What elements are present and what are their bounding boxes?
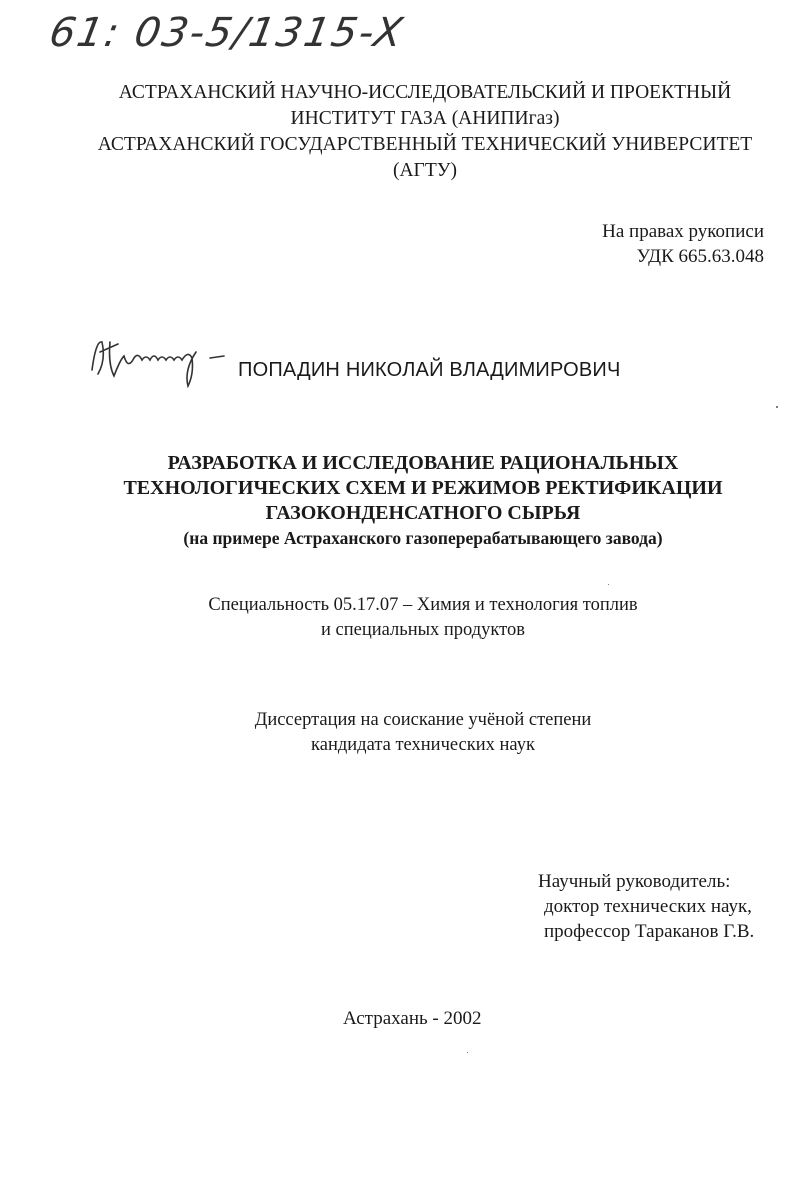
specialty-line: Специальность 05.17.07 – Химия и технология топлив [208, 595, 638, 615]
institutions-block [60, 80, 790, 184]
city-year: Астрахань - 2002 [343, 1008, 482, 1029]
scan-speck [608, 584, 609, 585]
author-name: ПОПАДИН НИКОЛАЙ ВЛАДИМИРОВИЧ [238, 359, 621, 381]
advisor-heading: Научный руководитель: [538, 871, 731, 892]
specialty-line: и специальных продуктов [321, 620, 525, 640]
specialty-block [140, 593, 706, 643]
institution-line: АСТРАХАНСКИЙ НАУЧНО-ИССЛЕДОВАТЕЛЬСКИЙ И ПРОЕКТНЫЙ [118, 82, 732, 103]
dissertation-title [100, 451, 746, 551]
institution-line: (АГТУ) [392, 160, 458, 181]
udc-code: УДК 665.63.048 [636, 246, 764, 267]
institution-line: АСТРАХАНСКИЙ ГОСУДАРСТВЕННЫЙ ТЕХНИЧЕСКИЙ УНИВЕРСИТЕТ [97, 134, 753, 155]
title-subtitle: (на примере Астраханского газоперерабатывающего завода) [183, 528, 663, 548]
rights-block [602, 219, 764, 269]
manuscript-rights: На правах рукописи [602, 221, 764, 242]
degree-line: Диссертация на соискание учёной степени [254, 710, 592, 730]
title-line: ТЕХНОЛОГИЧЕСКИХ СХЕМ И РЕЖИМОВ РЕКТИФИКАЦИИ [123, 477, 723, 499]
scan-speck [467, 1052, 468, 1053]
signature-icon [84, 330, 234, 390]
title-line: РАЗРАБОТКА И ИССЛЕДОВАНИЕ РАЦИОНАЛЬНЫХ [167, 452, 679, 474]
title-line: ГАЗОКОНДЕНСАТНОГО СЫРЬЯ [265, 502, 581, 524]
advisor-block [538, 869, 754, 944]
advisor-name: профессор Тараканов Г.В. [544, 921, 755, 942]
institution-line: ИНСТИТУТ ГАЗА (АНИПИгаз) [290, 108, 560, 129]
advisor-degree: доктор технических наук, [544, 896, 752, 917]
archive-code-handwritten: 61: 03-5/1315-X [45, 10, 408, 56]
degree-line: кандидата технических наук [311, 735, 535, 755]
degree-block [140, 708, 706, 758]
scan-speck [776, 406, 778, 408]
